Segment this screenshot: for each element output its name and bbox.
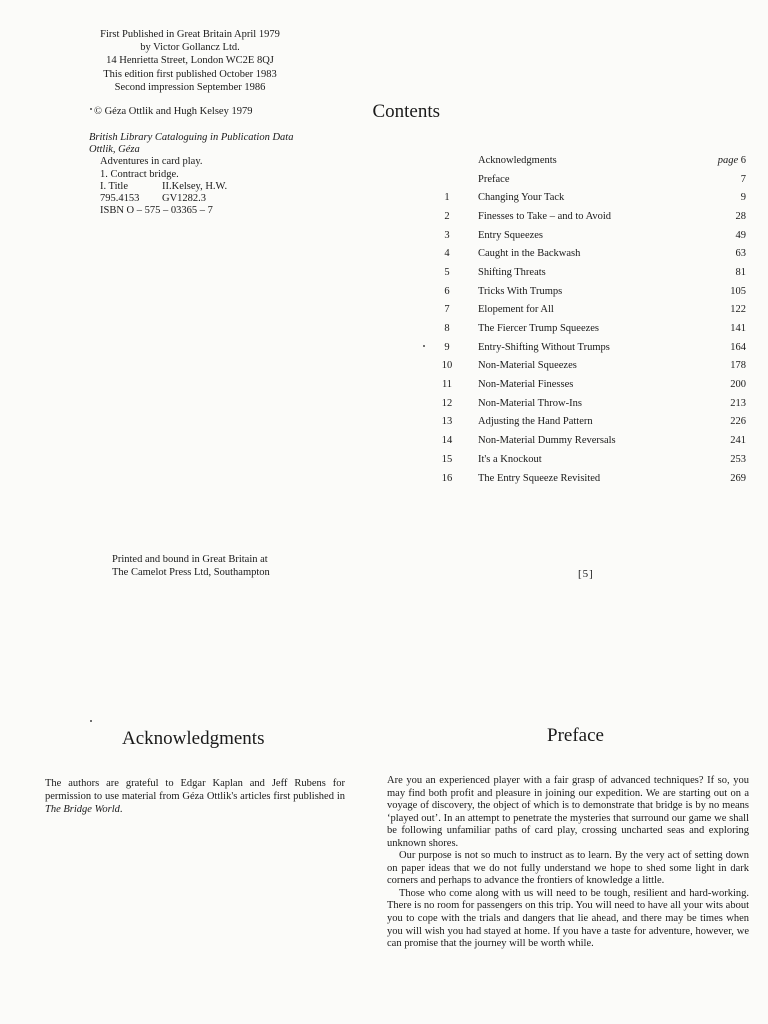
publication-name: The Bridge World xyxy=(45,803,120,815)
cip-subject: 1. Contract bridge. xyxy=(100,168,179,180)
publication-details xyxy=(80,28,300,94)
chapter-number: 8 xyxy=(444,323,450,335)
chapter-page: 241 xyxy=(730,435,746,447)
preface-title: Preface xyxy=(547,725,604,746)
acknowledgments-text-end: . xyxy=(119,803,123,815)
toc-entry xyxy=(436,226,746,245)
chapter-number: 1 xyxy=(444,192,450,204)
toc-entry xyxy=(436,357,746,376)
chapter-page: 226 xyxy=(730,416,746,428)
chapter-page: 122 xyxy=(730,304,746,316)
chapter-number: 14 xyxy=(441,435,453,447)
chapter-number: 15 xyxy=(441,453,453,465)
chapter-number: 4 xyxy=(444,248,450,260)
chapter-number: 16 xyxy=(441,472,453,484)
toc-entry xyxy=(436,319,746,338)
preface-paragraph: Our purpose is not so much to instruct as to learn. By the very act of setting down on paper ideas that we do not fully understand we hope to shed some light in dark corners and perhaps to advance the frontiers of knowledge a little. xyxy=(387,850,749,887)
chapter-page: 9 xyxy=(740,192,746,204)
cip-cell: II.Kelsey, H.W. xyxy=(162,180,228,192)
chapter-title: Elopement for All xyxy=(478,304,554,316)
preface-paragraph: Those who come along with us will need to be tough, resilient and hard-working. There is no room for passengers on this trip. You will need to have all your wits about you to cope with the trials and dangers that lie ahead, and there may be times when you will wish you had stayed at home. If you have a taste for adventure, however, we can promise that the journey will be worth while. xyxy=(387,887,749,950)
chapter-title: The Entry Squeeze Revisited xyxy=(478,472,601,484)
publication-line: by Victor Gollancz Ltd. xyxy=(140,42,240,54)
chapter-title: Non-Material Dummy Reversals xyxy=(478,435,616,447)
toc-entry xyxy=(436,450,746,469)
chapter-number: 6 xyxy=(444,285,450,297)
chapter-title: Acknowledgments xyxy=(478,154,557,166)
chapter-page: 164 xyxy=(730,341,746,353)
toc-entry xyxy=(436,188,746,207)
acknowledgments-text xyxy=(45,778,345,816)
chapter-number: 7 xyxy=(444,304,450,316)
cip-cell: GV1282.3 xyxy=(162,193,207,205)
chapter-number: 13 xyxy=(441,416,453,428)
toc-entry xyxy=(436,469,746,488)
chapter-page: 269 xyxy=(730,472,746,484)
chapter-number: 3 xyxy=(444,229,450,241)
cip-cell: 795.4153 xyxy=(100,193,140,205)
toc-entry xyxy=(436,244,746,263)
printer-line: The Camelot Press Ltd, Southampton xyxy=(112,566,270,578)
copyright-notice: © Géza Ottlik and Hugh Kelsey 1979 xyxy=(94,106,253,117)
chapter-page: 200 xyxy=(730,379,746,391)
page-word: page xyxy=(717,154,739,166)
chapter-page: 141 xyxy=(730,323,746,335)
chapter-number: 9 xyxy=(444,341,450,353)
contents-title: Contents xyxy=(372,101,440,122)
toc-entry xyxy=(436,301,746,320)
printer-line: Printed and bound in Great Britain at xyxy=(112,554,268,565)
chapter-title: Entry-Shifting Without Trumps xyxy=(478,341,610,353)
chapter-title: Non-Material Throw-Ins xyxy=(478,397,582,409)
cip-heading: British Library Cataloguing in Publication Data xyxy=(89,132,294,143)
cip-data xyxy=(89,132,293,217)
toc-entry xyxy=(436,282,746,301)
isbn: ISBN O – 575 – 03365 – 7 xyxy=(100,205,213,217)
acknowledgments-page xyxy=(0,512,384,1024)
chapter-title: It's a Knockout xyxy=(478,453,542,465)
toc-entry xyxy=(436,151,746,170)
scan-speck xyxy=(90,108,92,110)
printer-details xyxy=(112,554,270,579)
chapter-title: Caught in the Backwash xyxy=(478,248,581,260)
chapter-number: 2 xyxy=(444,210,450,222)
chapter-number: 12 xyxy=(441,397,453,409)
chapter-page: 28 xyxy=(735,210,746,222)
toc-entry xyxy=(436,375,746,394)
cip-row xyxy=(89,181,293,193)
chapter-number: 5 xyxy=(444,266,450,278)
chapter-page: 63 xyxy=(735,248,746,260)
chapter-title: Preface xyxy=(478,173,510,185)
publication-line: This edition first published October 1983 xyxy=(103,68,277,80)
chapter-page: 7 xyxy=(740,173,746,185)
chapter-title: Finesses to Take – and to Avoid xyxy=(478,210,612,222)
toc-entry xyxy=(436,263,746,282)
chapter-page: 253 xyxy=(730,453,746,465)
cip-title: Adventures in card play. xyxy=(100,156,203,168)
toc-entry xyxy=(436,170,746,189)
table-of-contents xyxy=(436,151,746,487)
page-value: 6 xyxy=(740,154,746,166)
cip-author: Ottlik, Géza xyxy=(89,144,140,156)
publication-line: Second impression September 1986 xyxy=(114,81,266,93)
chapter-title: Entry Squeezes xyxy=(478,229,544,241)
page-number: [5] xyxy=(578,568,594,580)
toc-entry xyxy=(436,338,746,357)
acknowledgments-text-start: The authors are grateful to Edgar Kaplan and Jeff Rubens for permission to use material from Géza Ottlik's articles first published in xyxy=(45,778,345,802)
chapter-title: Shifting Threats xyxy=(478,266,546,278)
chapter-page: 213 xyxy=(730,397,746,409)
preface-body xyxy=(387,775,749,951)
toc-entry xyxy=(436,394,746,413)
chapter-title: Non-Material Finesses xyxy=(478,379,574,391)
chapter-title: Adjusting the Hand Pattern xyxy=(478,416,593,428)
publication-line: 14 Henrietta Street, London WC2E 8QJ xyxy=(106,55,274,67)
chapter-number: 10 xyxy=(441,360,453,372)
cip-cell: I. Title xyxy=(100,180,129,192)
scan-speck xyxy=(423,345,425,347)
scan-speck xyxy=(90,720,92,722)
chapter-title: The Fiercer Trump Squeezes xyxy=(478,323,600,335)
chapter-page: 49 xyxy=(735,229,746,241)
cip-row xyxy=(89,193,293,205)
acknowledgments-title: Acknowledgments xyxy=(122,728,265,749)
chapter-title: Changing Your Tack xyxy=(478,192,565,204)
chapter-page: 81 xyxy=(735,266,746,278)
toc-entry xyxy=(436,207,746,226)
toc-entry xyxy=(436,431,746,450)
chapter-number: 11 xyxy=(441,379,453,391)
chapter-page xyxy=(696,155,746,166)
preface-paragraph: Are you an experienced player with a fair grasp of advanced techniques? If so, you may find both profit and pleasure in joining our expedition. We are starting out on a voyage of discovery, the object of which is to demonstrate that bridge is by no means ‘played out’. In an attempt to penetrate the mysteries that surround our game we shall be following unfamiliar paths of card play, crossing uncharted seas and exploring unknown shores. xyxy=(387,775,749,849)
chapter-title: Tricks With Trumps xyxy=(478,285,563,297)
toc-entry xyxy=(436,413,746,432)
publication-line: First Published in Great Britain April 1979 xyxy=(100,29,280,40)
chapter-page: 178 xyxy=(730,360,746,372)
chapter-title: Non-Material Squeezes xyxy=(478,360,577,372)
chapter-page: 105 xyxy=(730,285,746,297)
